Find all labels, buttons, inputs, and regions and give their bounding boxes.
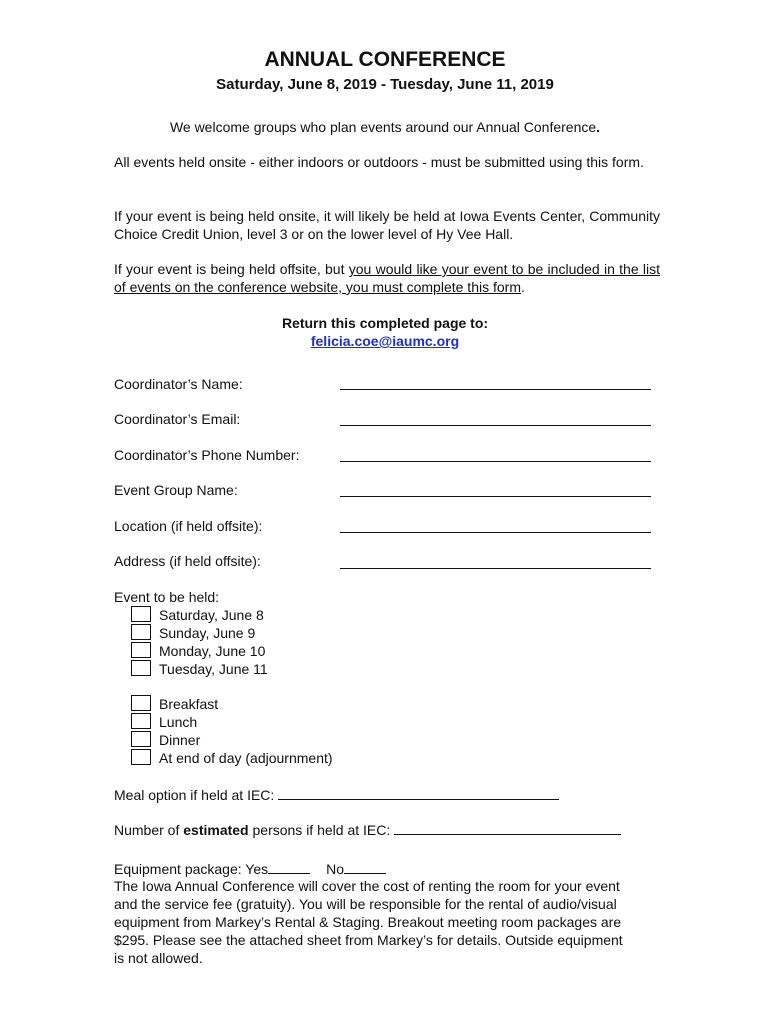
page-subtitle: Saturday, June 8, 2019 - Tuesday, June 11, 2019	[216, 76, 554, 93]
lunch-option-label: Lunch	[159, 714, 198, 730]
meal-option-label: Meal option if held at IEC:	[114, 787, 275, 803]
equipment-row	[114, 859, 386, 878]
intro-paragraph-offsite	[114, 260, 660, 296]
meal-option-field[interactable]	[278, 785, 559, 800]
coordinator-phone-field[interactable]	[340, 461, 651, 462]
saturday-option-label: Saturday, June 8	[159, 607, 264, 623]
location-field[interactable]	[340, 532, 651, 533]
page-title: ANNUAL CONFERENCE	[264, 48, 506, 71]
coordinator-name-label: Coordinator’s Name:	[114, 376, 243, 392]
return-label: Return this completed page to:	[281, 315, 489, 331]
intro-paragraph-onsite-forms: All events held onsite - either indoors or outdoors - must be submitted using this form.	[114, 154, 644, 170]
equipment-no-field[interactable]	[344, 859, 386, 874]
event-days-label: Event to be held:	[114, 589, 220, 605]
equipment-yes-field[interactable]	[268, 859, 310, 874]
persons-label-end: persons if held at IEC:	[248, 822, 391, 838]
equipment-description: The Iowa Annual Conference will cover the cost of renting the room for your event and the service fee (gratuity). You will be responsible for the rental of audio/visual equipment from Markey’s Rental & Staging. Breakout meeting room packages are $295. Please see the attached sheet from Markey’s for details. Outside equipment is not allowed.	[114, 878, 623, 966]
return-email-link[interactable]: felicia.coe@iaumc.org	[310, 333, 460, 349]
sunday-checkbox[interactable]	[131, 624, 151, 640]
dinner-checkbox[interactable]	[131, 731, 151, 747]
tuesday-option-label: Tuesday, June 11	[159, 661, 268, 677]
coordinator-phone-label: Coordinator’s Phone Number:	[114, 447, 300, 463]
offsite-period: .	[520, 279, 525, 295]
lunch-checkbox[interactable]	[131, 713, 151, 729]
breakfast-option-label: Breakfast	[159, 696, 219, 712]
coordinator-email-field[interactable]	[340, 425, 651, 426]
equipment-yes-label: Equipment package: Yes	[114, 861, 269, 877]
location-label: Location (if held offsite):	[114, 518, 263, 534]
dinner-option-label: Dinner	[159, 732, 201, 748]
sunday-option-label: Sunday, June 9	[159, 625, 256, 641]
intro-paragraph-onsite-location: If your event is being held onsite, it will likely be held at Iowa Events Center, Community Choice Credit Union, level 3 or on the lower level of Hy Vee Hall.	[114, 208, 660, 242]
persons-label-start: Number of	[114, 822, 184, 838]
event-group-name-label: Event Group Name:	[114, 482, 238, 498]
coordinator-name-field[interactable]	[340, 389, 651, 390]
persons-label-estimated: estimated	[183, 822, 249, 838]
address-field[interactable]	[340, 568, 651, 569]
monday-checkbox[interactable]	[131, 642, 151, 658]
offsite-underlined-text: you would like your event to be included in the list of events on the conference website, you must complete this form	[114, 261, 661, 295]
meal-option-row	[114, 785, 559, 804]
monday-option-label: Monday, June 10	[159, 643, 266, 659]
welcome-period: .	[596, 119, 601, 135]
equipment-no-label: No	[326, 861, 345, 877]
address-label: Address (if held offsite):	[114, 553, 261, 569]
persons-row	[114, 820, 621, 839]
adjournment-checkbox[interactable]	[131, 749, 151, 765]
saturday-checkbox[interactable]	[131, 606, 151, 622]
welcome-text	[0, 118, 770, 136]
tuesday-checkbox[interactable]	[131, 660, 151, 676]
adjournment-option-label: At end of day (adjournment)	[159, 750, 333, 766]
offsite-text: If your event is being held offsite, but	[114, 261, 349, 277]
return-email-wrap	[0, 332, 770, 350]
welcome-sentence: We welcome groups who plan events around our Annual Conference	[169, 119, 597, 135]
coordinator-email-label: Coordinator’s Email:	[114, 411, 241, 427]
persons-field[interactable]	[394, 820, 621, 835]
event-group-name-field[interactable]	[340, 496, 651, 497]
breakfast-checkbox[interactable]	[131, 695, 151, 711]
